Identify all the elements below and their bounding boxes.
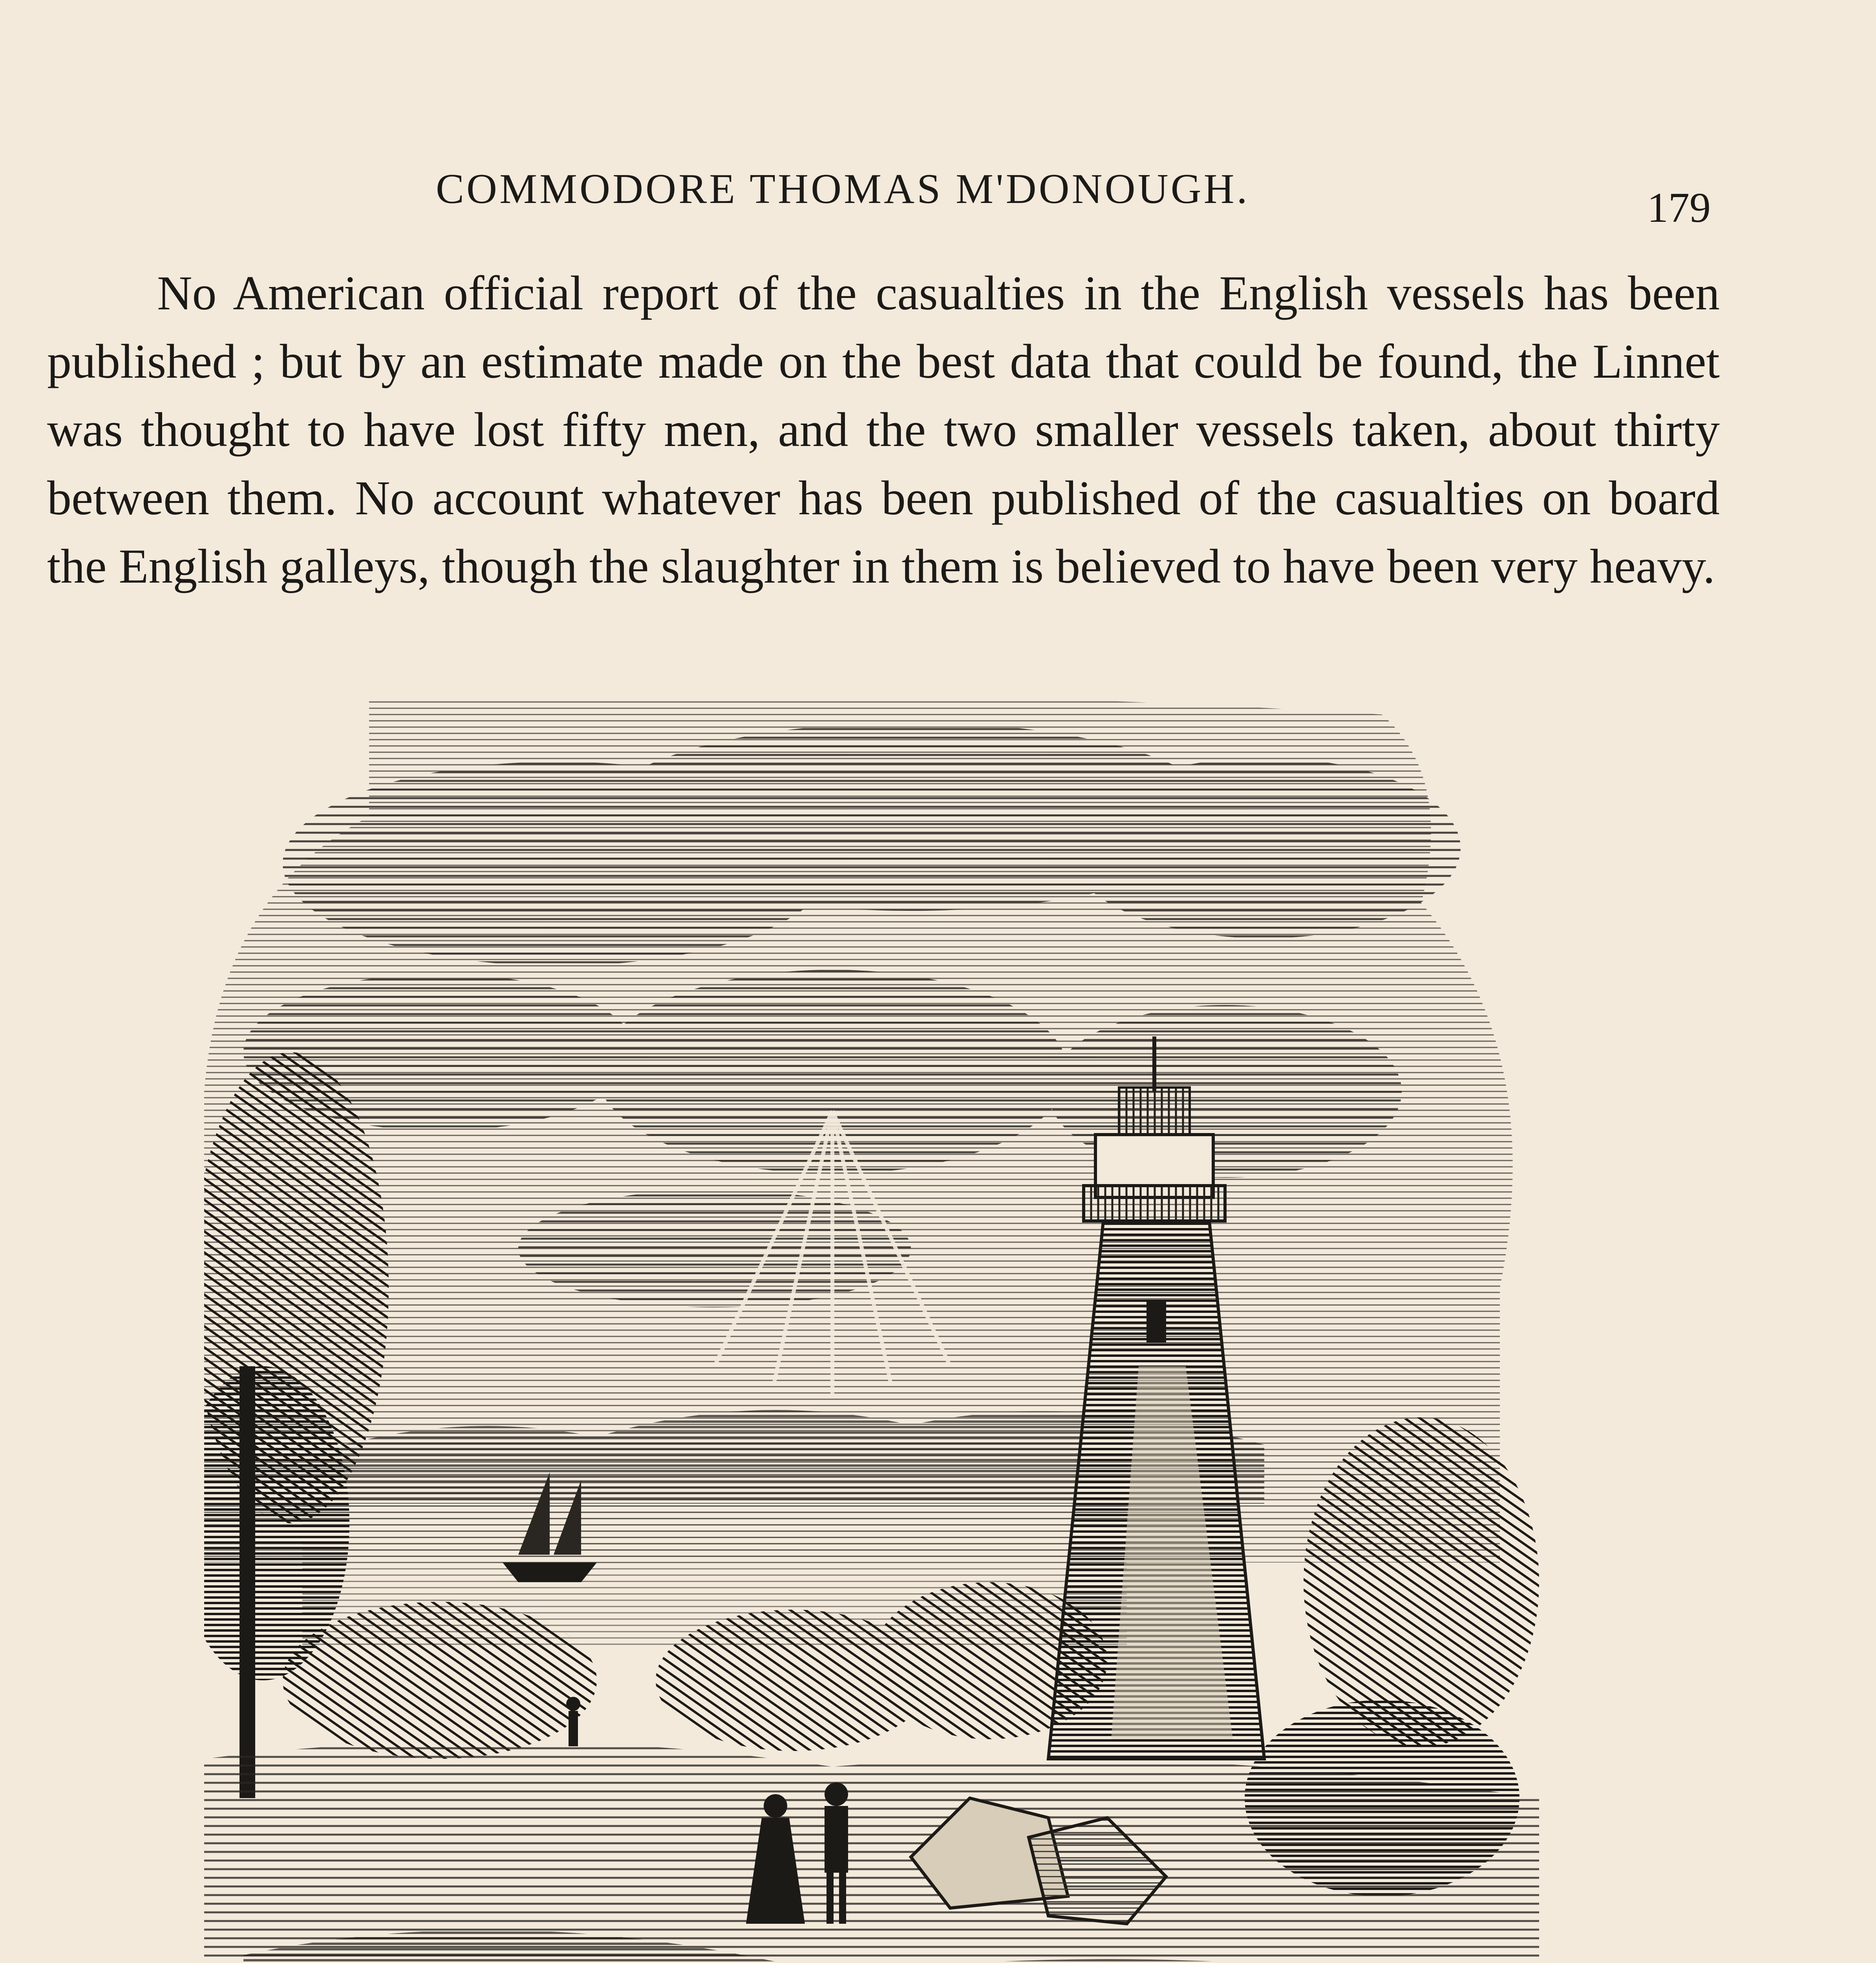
engraving-illustration [204,699,1539,1963]
page-number: 179 [1647,185,1711,231]
paragraph-casualties: No American official report of the casualties in the English vessels has been published ; but by an estimate made on the best data that could be found, the Linnet was thought to have lost fifty men, and the two smaller vessels taken, about thirty between them. No account whatever has been published of the casualties on board the English galleys, though the slaughter in them is believed to have been very heavy. [47,266,1720,593]
running-head-title: COMMODORE THOMAS M'DONOUGH. [436,166,1250,212]
ground [204,1741,1539,1963]
body-text-top [47,259,1720,601]
